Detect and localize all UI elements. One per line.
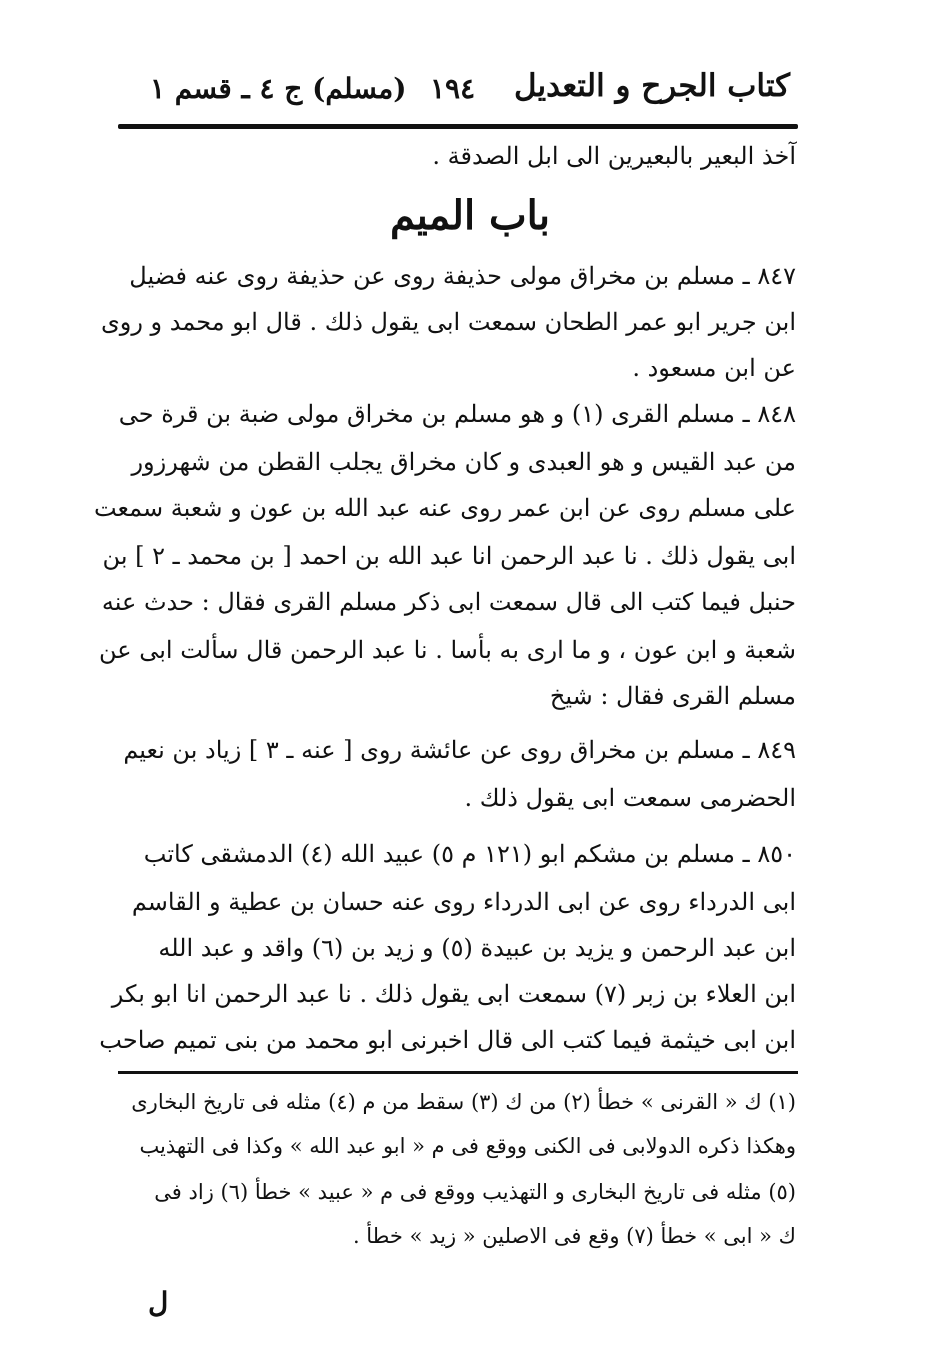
text-line: الحضرمى سمعت ابى يقول ذلك .: [464, 784, 796, 812]
text-line: ٨٤٨ ـ مسلم القرى (١) و هو مسلم بن مخراق مولى ضبة بن قرة حى: [118, 400, 796, 428]
text-line: عن ابن مسعود .: [632, 354, 796, 382]
text-line: على مسلم روى عن ابن عمر روى عنه عبد الله بن عون و شعبة سمعت: [93, 494, 796, 522]
footnote-line: (٥) مثله فى تاريخ البخارى و التهذيب ووقع فى م « عبيد » خطأ (٦) زاد فى: [154, 1180, 796, 1204]
page-number: ١٩٤: [430, 72, 476, 105]
text-line: ابى الدرداء روى عن ابى الدرداء روى عنه حسان بن عطية و القاسم: [131, 888, 796, 916]
footnote-rule: [118, 1071, 798, 1074]
text-line: شعبة و ابن عون ، و ما ارى به بأسا . نا عبد الرحمن قال سألت ابى عن: [99, 636, 796, 664]
running-header: [140, 68, 790, 118]
intro-line: آخذ البعير بالبعيرين الى ابل الصدقة .: [432, 142, 796, 170]
chapter-heading: باب الميم: [389, 192, 551, 239]
text-line: من عبد القيس و هو العبدى و كان مخراق يجلب القطن من شهرزور: [131, 448, 796, 476]
header-rule: [118, 124, 798, 129]
signature-mark: ل: [148, 1286, 169, 1319]
text-line: حنبل فيما كتب الى قال سمعت ابى ذكر مسلم القرى فقال : حدث عنه: [101, 588, 796, 616]
text-line: ابن ابى خيثمة فيما كتب الى قال اخبرنى ابو محمد من بنى تميم صاحب: [99, 1026, 796, 1054]
book-title: كتاب الجرح و التعديل: [513, 68, 790, 104]
text-line: مسلم القرى فقال : شيخ: [549, 682, 796, 710]
text-line: ٨٤٩ ـ مسلم بن مخراق روى عن عائشة روى [ عنه ـ ٣ ] زياد بن نعيم: [123, 736, 796, 764]
text-line: ابى يقول ذلك . نا عبد الرحمن انا عبد الله بن احمد [ بن محمد ـ ٢ ] بن: [102, 542, 796, 570]
footnote-line: (١) ك « القرنى » خطأ (٢) من ك (٣) سقط من م (٤) مثله فى تاريخ البخارى: [131, 1090, 796, 1114]
text-line: ٨٤٧ ـ مسلم بن مخراق مولى حذيفة روى عن حذيفة روى عنه فضيل: [129, 262, 796, 290]
section-marker: (مسلم) ج ٤ ـ قسم ١: [150, 72, 407, 105]
footnote-line: وهكذا ذكره الدولابى فى الكنى ووقع فى م « ابو عبد الله » وكذا فى التهذيب: [139, 1134, 796, 1158]
text-line: ابن العلاء بن زبر (٧) سمعت ابى يقول ذلك . نا عبد الرحمن انا ابو بكر: [111, 980, 796, 1008]
footnote-line: ك « ابى » خطأ (٧) وقع فى الاصلين « زيد » خطأ .: [352, 1224, 796, 1248]
text-line: ابن عبد الرحمن و يزيد بن عبيدة (٥) و زيد بن (٦) واقد و عبد الله: [158, 934, 796, 962]
text-line: ٨٥٠ ـ مسلم بن مشكم ابو (١٢١ م ٥) عبيد الله (٤) الدمشقى كاتب: [143, 840, 796, 868]
text-line: ابن جرير ابو عمر الطحان سمعت ابى يقول ذلك . قال ابو محمد و روى: [100, 308, 796, 336]
